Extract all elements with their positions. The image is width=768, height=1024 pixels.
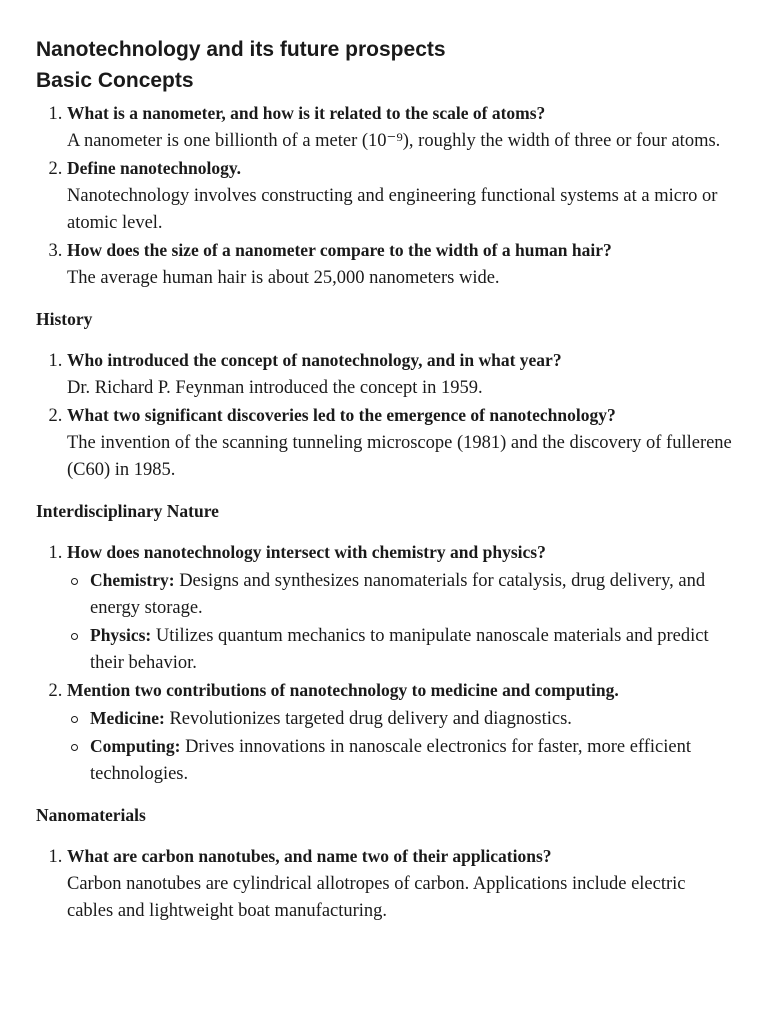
question-text: What is a nanometer, and how is it related to the scale of atoms?	[67, 103, 546, 123]
list-item	[67, 347, 736, 402]
list-item	[67, 155, 736, 237]
answer-text: Carbon nanotubes are cylindrical allotropes of carbon. Applications include electric cables and lightweight boat manufacturing.	[67, 874, 686, 921]
list-item	[67, 539, 736, 677]
sub-list-item	[90, 567, 736, 622]
sub-list-item	[90, 733, 736, 788]
list-item	[67, 402, 736, 484]
answer-text: The average human hair is about 25,000 nanometers wide.	[67, 268, 500, 288]
list-item	[67, 100, 736, 155]
sub-list-item	[90, 622, 736, 677]
question-text: Who introduced the concept of nanotechnology, and in what year?	[67, 350, 562, 370]
history-list	[36, 347, 736, 484]
list-item	[67, 677, 736, 788]
term-description: Designs and synthesizes nanomaterials for catalysis, drug delivery, and energy storage.	[90, 571, 706, 618]
answer-text: Dr. Richard P. Feynman introduced the concept in 1959.	[67, 378, 483, 398]
question-text: What are carbon nanotubes, and name two of their applications?	[67, 846, 552, 866]
term-description: Utilizes quantum mechanics to manipulate nanoscale materials and predict their behavior.	[90, 626, 709, 673]
term-description: Revolutionizes targeted drug delivery and diagnostics.	[169, 709, 572, 729]
document-title: Nanotechnology and its future prospects	[36, 38, 446, 61]
section-heading-interdisciplinary: Interdisciplinary Nature	[36, 501, 219, 521]
answer-text: Nanotechnology involves constructing and engineering functional systems at a micro or atomic level.	[67, 186, 718, 233]
question-text: How does the size of a nanometer compare to the width of a human hair?	[67, 240, 612, 260]
term-label: Chemistry:	[90, 570, 175, 590]
question-text: What two significant discoveries led to the emergence of nanotechnology?	[67, 405, 616, 425]
term-label: Medicine:	[90, 708, 165, 728]
sub-list	[67, 705, 736, 788]
term-description: Drives innovations in nanoscale electronics for faster, more efficient technologies.	[90, 737, 692, 784]
document-page	[36, 34, 736, 925]
term-label: Physics:	[90, 625, 152, 645]
sub-list-item	[90, 705, 736, 733]
question-text: Define nanotechnology.	[67, 158, 242, 178]
answer-text: The invention of the scanning tunneling microscope (1981) and the discovery of fullerene (C60) in 1985.	[67, 433, 732, 480]
list-item	[67, 843, 736, 925]
answer-text: A nanometer is one billionth of a meter (10⁻⁹), roughly the width of three or four atoms.	[67, 131, 721, 151]
sub-list	[67, 567, 736, 677]
section-heading-history: History	[36, 309, 93, 329]
list-item	[67, 237, 736, 292]
basic-concepts-list	[36, 100, 736, 292]
nanomaterials-list	[36, 843, 736, 925]
term-label: Computing:	[90, 736, 181, 756]
section-heading-basic-concepts: Basic Concepts	[36, 69, 194, 92]
question-text: How does nanotechnology intersect with chemistry and physics?	[67, 542, 546, 562]
section-heading-nanomaterials: Nanomaterials	[36, 805, 146, 825]
question-text: Mention two contributions of nanotechnology to medicine and computing.	[67, 680, 619, 700]
interdisciplinary-list	[36, 539, 736, 788]
